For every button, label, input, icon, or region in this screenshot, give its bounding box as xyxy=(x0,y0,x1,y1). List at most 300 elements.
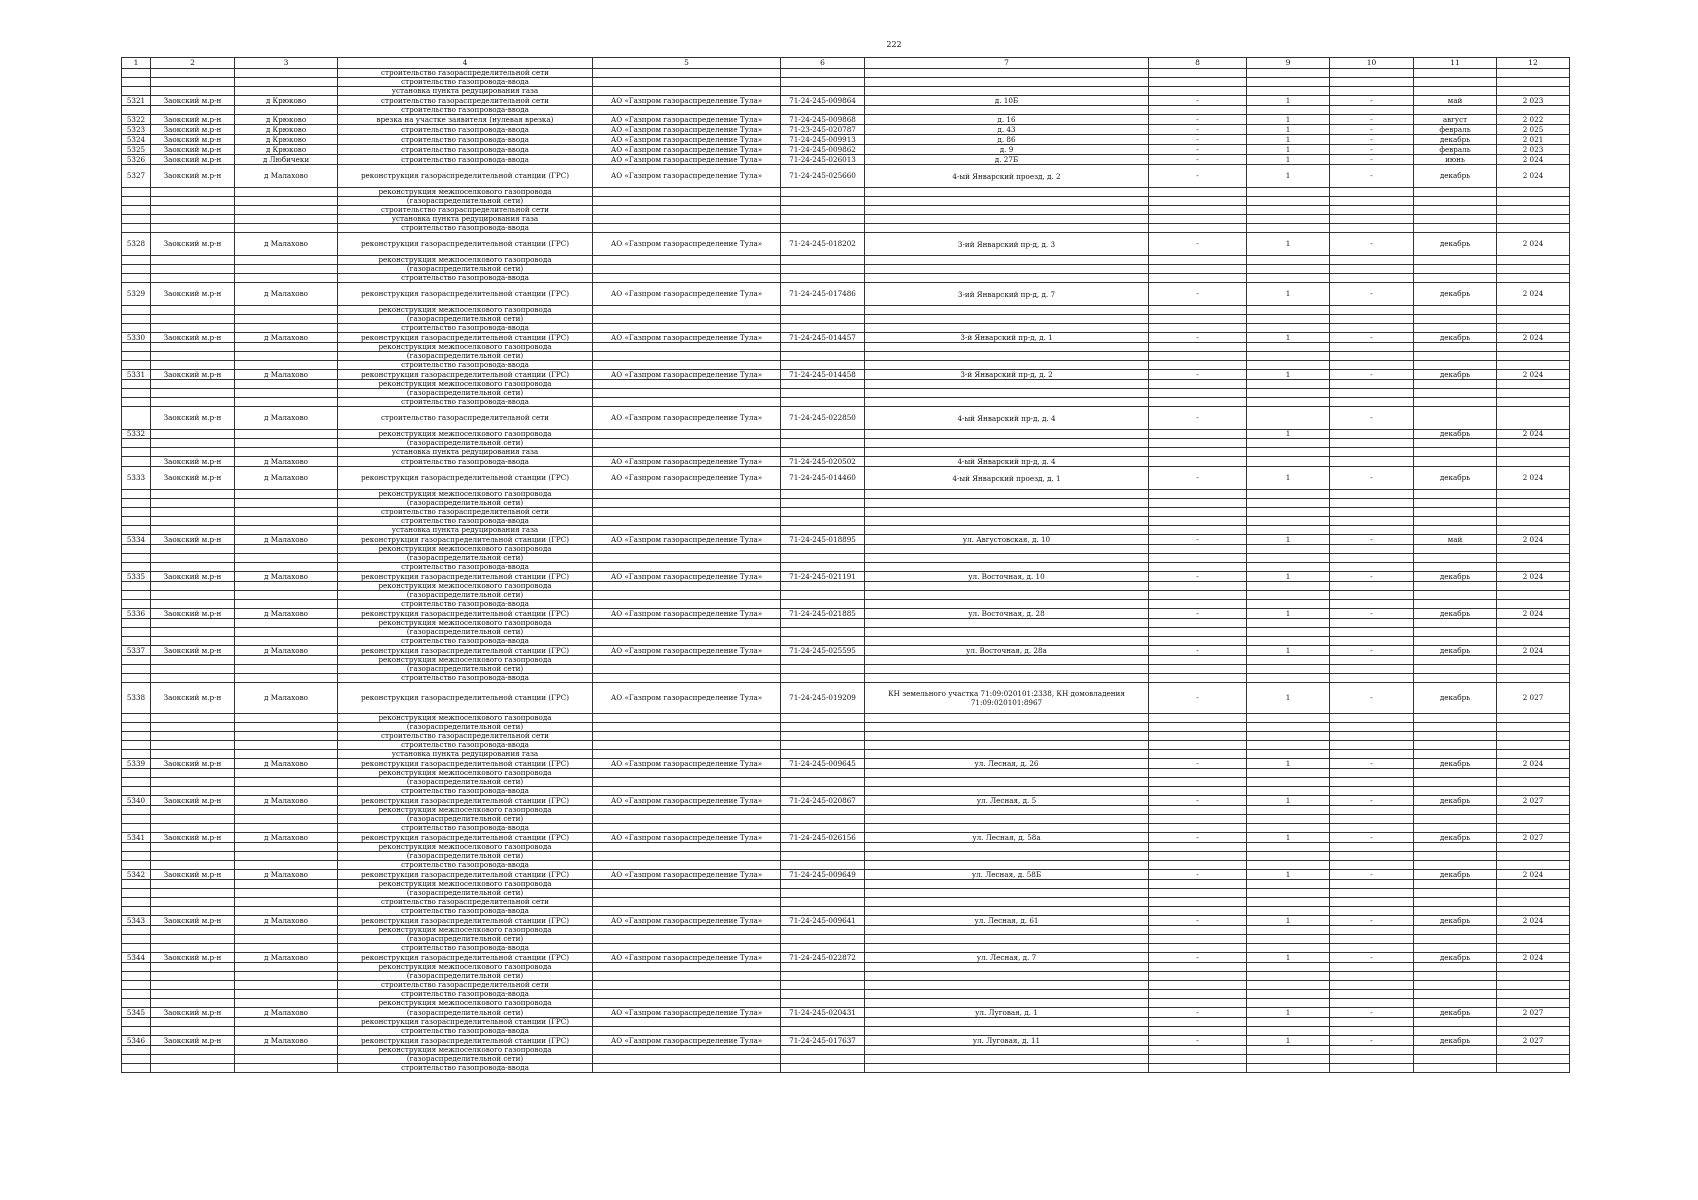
work-type-cell: реконструкция газораспределительной станции (ГРС) xyxy=(338,833,593,843)
col10-cell xyxy=(1330,824,1414,833)
count-cell xyxy=(1247,898,1330,907)
col10-cell xyxy=(1330,665,1414,674)
month-cell: декабрь xyxy=(1414,646,1497,656)
year-cell xyxy=(1497,815,1570,824)
col-header: 7 xyxy=(865,58,1149,69)
address-cell: 3-ий Январский пр-д, д. 3 xyxy=(865,233,1149,256)
row-number xyxy=(122,600,151,609)
address-cell xyxy=(865,69,1149,78)
count-cell xyxy=(1247,852,1330,861)
year-cell: 2 024 xyxy=(1497,870,1570,880)
district-cell xyxy=(151,563,235,572)
address-cell: ул. Лесная, д. 58Б xyxy=(865,870,1149,880)
address-cell: ул. Августовская, д. 10 xyxy=(865,535,1149,545)
district-cell: Заокский м.р-н xyxy=(151,145,235,155)
month-cell: август xyxy=(1414,115,1497,125)
district-cell xyxy=(151,944,235,953)
month-cell: декабрь xyxy=(1414,165,1497,188)
count-cell xyxy=(1247,815,1330,824)
application-id-cell xyxy=(781,448,865,457)
year-cell xyxy=(1497,457,1570,467)
col8-cell xyxy=(1149,843,1247,852)
district-cell xyxy=(151,1018,235,1027)
table-subrow xyxy=(122,843,1570,852)
settlement-cell xyxy=(235,1055,338,1064)
address-cell xyxy=(865,990,1149,999)
col-header: 5 xyxy=(593,58,781,69)
col10-cell xyxy=(1330,197,1414,206)
month-cell xyxy=(1414,806,1497,815)
table-subrow xyxy=(122,990,1570,999)
work-type-cell: строительство газопровода-ввода xyxy=(338,145,593,155)
month-cell: декабрь xyxy=(1414,1036,1497,1046)
col10-cell xyxy=(1330,981,1414,990)
district-cell: Заокский м.р-н xyxy=(151,165,235,188)
col8-cell: - xyxy=(1149,1008,1247,1018)
col10-cell xyxy=(1330,741,1414,750)
organization-cell xyxy=(593,723,781,732)
row-number xyxy=(122,407,151,430)
address-cell xyxy=(865,963,1149,972)
application-id-cell: 71-24-245-026013 xyxy=(781,155,865,165)
col10-cell: - xyxy=(1330,333,1414,343)
application-id-cell xyxy=(781,963,865,972)
organization-cell xyxy=(593,628,781,637)
count-cell xyxy=(1247,197,1330,206)
year-cell xyxy=(1497,1018,1570,1027)
row-number xyxy=(122,78,151,87)
application-id-cell xyxy=(781,517,865,526)
organization-cell xyxy=(593,815,781,824)
organization-cell: АО «Газпром газораспределение Тула» xyxy=(593,916,781,926)
row-number xyxy=(122,674,151,683)
col8-cell: - xyxy=(1149,833,1247,843)
application-id-cell xyxy=(781,628,865,637)
year-cell xyxy=(1497,188,1570,197)
col10-cell xyxy=(1330,224,1414,233)
col10-cell xyxy=(1330,1055,1414,1064)
organization-cell xyxy=(593,448,781,457)
address-cell xyxy=(865,999,1149,1008)
settlement-cell: д Малахово xyxy=(235,833,338,843)
row-number xyxy=(122,723,151,732)
application-id-cell: 71-24-245-014460 xyxy=(781,467,865,490)
address-cell xyxy=(865,526,1149,535)
organization-cell: АО «Газпром газораспределение Тула» xyxy=(593,96,781,106)
organization-cell xyxy=(593,741,781,750)
col10-cell: - xyxy=(1330,535,1414,545)
col10-cell: - xyxy=(1330,609,1414,619)
address-cell xyxy=(865,815,1149,824)
month-cell: декабрь xyxy=(1414,233,1497,256)
settlement-cell xyxy=(235,889,338,898)
row-number: 5326 xyxy=(122,155,151,165)
settlement-cell xyxy=(235,582,338,591)
row-number xyxy=(122,315,151,324)
work-type-cell: реконструкция межпоселкового газопровода xyxy=(338,656,593,665)
work-type-cell: строительство газопровода-ввода xyxy=(338,637,593,646)
year-cell: 2 024 xyxy=(1497,535,1570,545)
col10-cell: - xyxy=(1330,96,1414,106)
year-cell xyxy=(1497,343,1570,352)
address-cell xyxy=(865,545,1149,554)
col8-cell xyxy=(1149,87,1247,96)
col10-cell: - xyxy=(1330,407,1414,430)
col8-cell: - xyxy=(1149,535,1247,545)
count-cell xyxy=(1247,508,1330,517)
year-cell xyxy=(1497,591,1570,600)
settlement-cell xyxy=(235,563,338,572)
table-row xyxy=(122,96,1570,106)
count-cell: 1 xyxy=(1247,96,1330,106)
table-row xyxy=(122,283,1570,306)
count-cell xyxy=(1247,439,1330,448)
application-id-cell xyxy=(781,361,865,370)
table-subrow xyxy=(122,935,1570,944)
settlement-cell xyxy=(235,206,338,215)
table-row xyxy=(122,125,1570,135)
count-cell xyxy=(1247,935,1330,944)
settlement-cell xyxy=(235,637,338,646)
district-cell xyxy=(151,324,235,333)
count-cell xyxy=(1247,106,1330,115)
year-cell: 2 024 xyxy=(1497,233,1570,256)
table-subrow xyxy=(122,508,1570,517)
organization-cell xyxy=(593,499,781,508)
organization-cell: АО «Газпром газораспределение Тула» xyxy=(593,609,781,619)
month-cell xyxy=(1414,508,1497,517)
application-id-cell xyxy=(781,69,865,78)
organization-cell xyxy=(593,306,781,315)
district-cell: Заокский м.р-н xyxy=(151,457,235,467)
month-cell xyxy=(1414,628,1497,637)
work-type-cell: строительство газораспределительной сети xyxy=(338,96,593,106)
organization-cell xyxy=(593,554,781,563)
application-id-cell: 71-24-245-025595 xyxy=(781,646,865,656)
address-cell xyxy=(865,343,1149,352)
row-number xyxy=(122,990,151,999)
year-cell xyxy=(1497,361,1570,370)
table-subrow xyxy=(122,1018,1570,1027)
month-cell: декабрь xyxy=(1414,916,1497,926)
month-cell xyxy=(1414,265,1497,274)
table-row xyxy=(122,233,1570,256)
year-cell: 2 025 xyxy=(1497,125,1570,135)
organization-cell xyxy=(593,315,781,324)
row-number xyxy=(122,215,151,224)
work-type-cell: строительство газопровода-ввода xyxy=(338,324,593,333)
count-cell xyxy=(1247,490,1330,499)
year-cell: 2 027 xyxy=(1497,1036,1570,1046)
year-cell: 2 027 xyxy=(1497,796,1570,806)
work-type-cell: строительство газопровода-ввода xyxy=(338,78,593,87)
settlement-cell xyxy=(235,224,338,233)
application-id-cell xyxy=(781,563,865,572)
organization-cell xyxy=(593,999,781,1008)
settlement-cell: д Малахово xyxy=(235,233,338,256)
settlement-cell xyxy=(235,880,338,889)
district-cell xyxy=(151,389,235,398)
year-cell xyxy=(1497,324,1570,333)
count-cell xyxy=(1247,1018,1330,1027)
col10-cell xyxy=(1330,1018,1414,1027)
organization-cell xyxy=(593,1027,781,1036)
district-cell xyxy=(151,78,235,87)
col8-cell: - xyxy=(1149,572,1247,582)
address-cell xyxy=(865,315,1149,324)
settlement-cell: д Малахово xyxy=(235,953,338,963)
address-cell xyxy=(865,87,1149,96)
work-type-cell: реконструкция газораспределительной станции (ГРС) xyxy=(338,283,593,306)
district-cell xyxy=(151,787,235,796)
row-number: 5329 xyxy=(122,283,151,306)
table-row xyxy=(122,145,1570,155)
col10-cell xyxy=(1330,430,1414,439)
col8-cell: - xyxy=(1149,370,1247,380)
address-cell xyxy=(865,352,1149,361)
col8-cell xyxy=(1149,963,1247,972)
work-type-cell: (газораспределительной сети) xyxy=(338,972,593,981)
row-number xyxy=(122,197,151,206)
table-subrow xyxy=(122,554,1570,563)
district-cell: Заокский м.р-н xyxy=(151,125,235,135)
district-cell xyxy=(151,861,235,870)
application-id-cell: 71-24-245-021885 xyxy=(781,609,865,619)
row-number xyxy=(122,563,151,572)
count-cell xyxy=(1247,87,1330,96)
application-id-cell xyxy=(781,732,865,741)
month-cell xyxy=(1414,69,1497,78)
table-subrow xyxy=(122,1046,1570,1055)
count-cell xyxy=(1247,750,1330,759)
count-cell xyxy=(1247,963,1330,972)
month-cell xyxy=(1414,619,1497,628)
settlement-cell: д Крюково xyxy=(235,125,338,135)
address-cell xyxy=(865,306,1149,315)
count-cell xyxy=(1247,806,1330,815)
col8-cell xyxy=(1149,861,1247,870)
count-cell xyxy=(1247,407,1330,430)
settlement-cell: д Любичеки xyxy=(235,155,338,165)
count-cell xyxy=(1247,778,1330,787)
row-number xyxy=(122,87,151,96)
address-cell xyxy=(865,665,1149,674)
organization-cell: АО «Газпром газораспределение Тула» xyxy=(593,115,781,125)
organization-cell xyxy=(593,935,781,944)
address-cell: ул. Луговая, д. 11 xyxy=(865,1036,1149,1046)
count-cell: 1 xyxy=(1247,135,1330,145)
year-cell xyxy=(1497,972,1570,981)
settlement-cell xyxy=(235,499,338,508)
col8-cell xyxy=(1149,1027,1247,1036)
address-cell xyxy=(865,380,1149,389)
row-number xyxy=(122,106,151,115)
district-cell: Заокский м.р-н xyxy=(151,283,235,306)
address-cell xyxy=(865,889,1149,898)
month-cell xyxy=(1414,545,1497,554)
organization-cell xyxy=(593,256,781,265)
work-type-cell: установка пункта редуцирования газа xyxy=(338,750,593,759)
table-subrow xyxy=(122,852,1570,861)
col-header: 3 xyxy=(235,58,338,69)
gasification-schedule-table xyxy=(121,57,1570,1073)
organization-cell xyxy=(593,889,781,898)
month-cell: декабрь xyxy=(1414,572,1497,582)
col8-cell xyxy=(1149,306,1247,315)
count-cell xyxy=(1247,619,1330,628)
col8-cell xyxy=(1149,352,1247,361)
application-id-cell xyxy=(781,439,865,448)
address-cell: ул. Лесная, д. 58а xyxy=(865,833,1149,843)
row-number xyxy=(122,806,151,815)
table-subrow xyxy=(122,1027,1570,1036)
col10-cell: - xyxy=(1330,1036,1414,1046)
table-subrow xyxy=(122,265,1570,274)
col10-cell xyxy=(1330,457,1414,467)
count-cell: 1 xyxy=(1247,1036,1330,1046)
table-subrow xyxy=(122,665,1570,674)
month-cell: май xyxy=(1414,96,1497,106)
organization-cell: АО «Газпром газораспределение Тула» xyxy=(593,155,781,165)
organization-cell: АО «Газпром газораспределение Тула» xyxy=(593,370,781,380)
month-cell xyxy=(1414,526,1497,535)
work-type-cell: строительство газопровода-ввода xyxy=(338,907,593,916)
col8-cell xyxy=(1149,224,1247,233)
col10-cell: - xyxy=(1330,145,1414,155)
work-type-cell: (газораспределительной сети) xyxy=(338,554,593,563)
address-cell xyxy=(865,448,1149,457)
table-subrow xyxy=(122,490,1570,499)
col8-cell: - xyxy=(1149,125,1247,135)
organization-cell xyxy=(593,665,781,674)
year-cell xyxy=(1497,600,1570,609)
table-subrow xyxy=(122,619,1570,628)
settlement-cell xyxy=(235,600,338,609)
col8-cell xyxy=(1149,1064,1247,1073)
district-cell xyxy=(151,935,235,944)
district-cell: Заокский м.р-н xyxy=(151,759,235,769)
settlement-cell xyxy=(235,106,338,115)
organization-cell xyxy=(593,750,781,759)
count-cell xyxy=(1247,656,1330,665)
year-cell xyxy=(1497,806,1570,815)
table-subrow xyxy=(122,106,1570,115)
organization-cell xyxy=(593,963,781,972)
table-row xyxy=(122,1008,1570,1018)
application-id-cell xyxy=(781,981,865,990)
month-cell xyxy=(1414,306,1497,315)
settlement-cell xyxy=(235,990,338,999)
address-cell: 4-ый Январский проезд, д. 2 xyxy=(865,165,1149,188)
col10-cell: - xyxy=(1330,155,1414,165)
month-cell xyxy=(1414,448,1497,457)
row-number xyxy=(122,741,151,750)
application-id-cell xyxy=(781,380,865,389)
settlement-cell: д Малахово xyxy=(235,870,338,880)
settlement-cell xyxy=(235,1064,338,1073)
year-cell: 2 024 xyxy=(1497,646,1570,656)
district-cell xyxy=(151,380,235,389)
settlement-cell: д Малахово xyxy=(235,165,338,188)
organization-cell xyxy=(593,265,781,274)
address-cell xyxy=(865,398,1149,407)
work-type-cell: (газораспределительной сети) xyxy=(338,591,593,600)
count-cell xyxy=(1247,741,1330,750)
work-type-cell: установка пункта редуцирования газа xyxy=(338,215,593,224)
district-cell xyxy=(151,637,235,646)
table-subrow xyxy=(122,824,1570,833)
organization-cell: АО «Газпром газораспределение Тула» xyxy=(593,572,781,582)
col8-cell xyxy=(1149,806,1247,815)
organization-cell xyxy=(593,714,781,723)
settlement-cell xyxy=(235,750,338,759)
organization-cell xyxy=(593,674,781,683)
address-cell xyxy=(865,628,1149,637)
table-subrow xyxy=(122,361,1570,370)
organization-cell: АО «Газпром газораспределение Тула» xyxy=(593,233,781,256)
year-cell xyxy=(1497,563,1570,572)
district-cell xyxy=(151,778,235,787)
work-type-cell: (газораспределительной сети) xyxy=(338,852,593,861)
district-cell xyxy=(151,361,235,370)
col10-cell: - xyxy=(1330,125,1414,135)
table-subrow xyxy=(122,439,1570,448)
settlement-cell xyxy=(235,315,338,324)
month-cell xyxy=(1414,778,1497,787)
count-cell xyxy=(1247,907,1330,916)
organization-cell: АО «Газпром газораспределение Тула» xyxy=(593,759,781,769)
application-id-cell xyxy=(781,1064,865,1073)
col-header: 12 xyxy=(1497,58,1570,69)
col10-cell xyxy=(1330,723,1414,732)
count-cell xyxy=(1247,274,1330,283)
table-row xyxy=(122,135,1570,145)
work-type-cell: реконструкция межпоселкового газопровода xyxy=(338,999,593,1008)
table-subrow xyxy=(122,972,1570,981)
row-number xyxy=(122,206,151,215)
application-id-cell: 71-24-245-017637 xyxy=(781,1036,865,1046)
work-type-cell: реконструкция газораспределительной станции (ГРС) xyxy=(338,333,593,343)
col10-cell xyxy=(1330,389,1414,398)
year-cell: 2 023 xyxy=(1497,145,1570,155)
count-cell xyxy=(1247,526,1330,535)
district-cell: Заокский м.р-н xyxy=(151,609,235,619)
organization-cell xyxy=(593,352,781,361)
settlement-cell xyxy=(235,778,338,787)
address-cell xyxy=(865,265,1149,274)
address-cell xyxy=(865,215,1149,224)
count-cell xyxy=(1247,889,1330,898)
row-number xyxy=(122,750,151,759)
month-cell: февраль xyxy=(1414,125,1497,135)
district-cell xyxy=(151,306,235,315)
month-cell xyxy=(1414,106,1497,115)
month-cell xyxy=(1414,591,1497,600)
year-cell xyxy=(1497,517,1570,526)
col8-cell xyxy=(1149,769,1247,778)
year-cell xyxy=(1497,619,1570,628)
col10-cell: - xyxy=(1330,870,1414,880)
col8-cell xyxy=(1149,324,1247,333)
application-id-cell: 71-24-245-022872 xyxy=(781,953,865,963)
row-number xyxy=(122,898,151,907)
row-number: 5337 xyxy=(122,646,151,656)
row-number xyxy=(122,380,151,389)
work-type-cell: реконструкция газораспределительной станции (ГРС) xyxy=(338,572,593,582)
organization-cell xyxy=(593,591,781,600)
count-cell xyxy=(1247,315,1330,324)
organization-cell: АО «Газпром газораспределение Тула» xyxy=(593,646,781,656)
